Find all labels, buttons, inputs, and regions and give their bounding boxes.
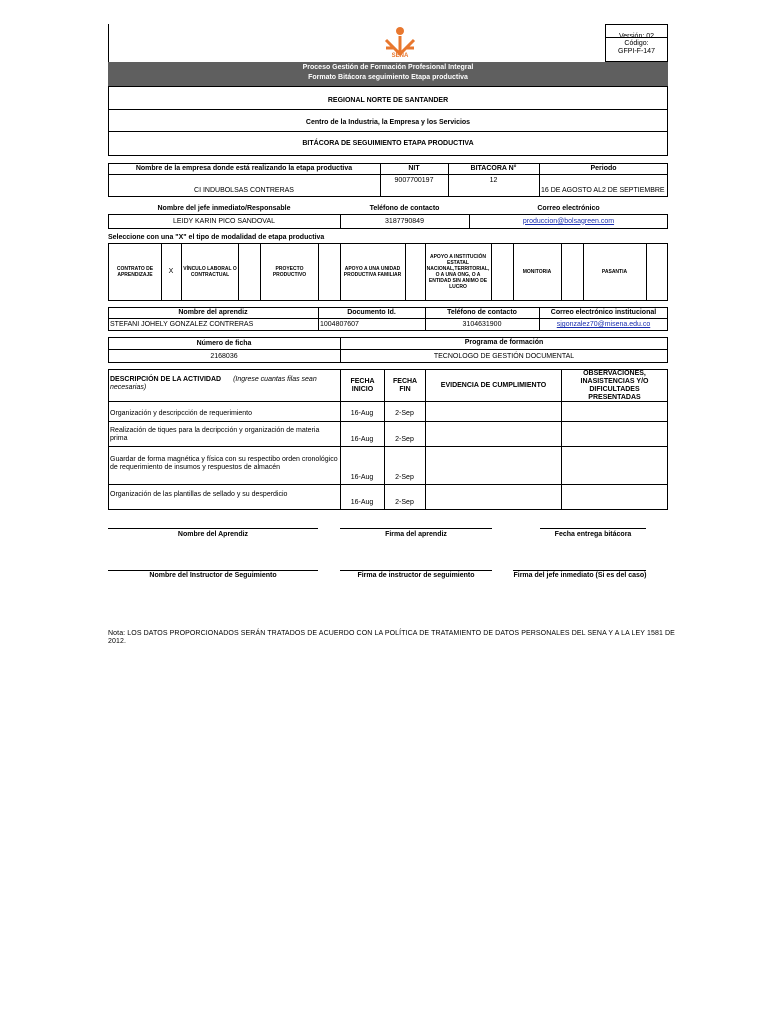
ficha-label: Número de ficha bbox=[196, 339, 252, 347]
activity-end[interactable]: 2-Sep bbox=[395, 410, 414, 417]
signature-line bbox=[340, 528, 492, 529]
header-band bbox=[108, 62, 668, 86]
boss-email-label: Correo electrónico bbox=[537, 204, 600, 212]
act-row-line bbox=[108, 446, 668, 447]
line-after-doctitle bbox=[108, 155, 668, 156]
modality-option-label: APOYO A INSTITUCIÓN ESTATAL NACIONAL,TERRITORIAL, O A UNA ONG, O A ENTIDAD SIN ANIMO DE LUCRO bbox=[426, 254, 490, 290]
apprentice-email-label: Correo electrónico institucional bbox=[550, 308, 657, 316]
header-left-border bbox=[108, 24, 109, 155]
modality-option-label: APOYO A UNA UNIDAD PRODUCTIVA FAMILIAR bbox=[343, 266, 402, 278]
activity-end[interactable]: 2-Sep bbox=[395, 499, 414, 506]
activity-start[interactable]: 16-Aug bbox=[350, 499, 374, 506]
boss-email[interactable]: produccion@bolsagreen.com bbox=[522, 217, 615, 225]
boss-signature-label: Firma del jefe inmediato (Si es del caso) bbox=[513, 572, 647, 579]
act-row-line bbox=[108, 421, 668, 422]
activity-end[interactable]: 2-Sep bbox=[395, 474, 414, 481]
apprentice-signature-label: Firma del aprendiz bbox=[385, 531, 447, 538]
company-name[interactable]: CI INDUBOLSAS CONTRERAS bbox=[194, 187, 294, 194]
logo-text: SENA bbox=[391, 53, 409, 59]
bitacora-value[interactable]: 12 bbox=[489, 177, 498, 184]
apprentice-email[interactable]: sjgonzalez70@misena.edu.co bbox=[556, 321, 651, 328]
signature-line bbox=[540, 528, 646, 529]
apprentice-phone[interactable]: 3104631900 bbox=[462, 321, 502, 328]
program-label: Programa de formación bbox=[464, 338, 544, 346]
end-date-label: FECHA FIN bbox=[393, 377, 418, 393]
version-box bbox=[605, 24, 668, 62]
modality-option-mark[interactable] bbox=[318, 244, 340, 300]
format-title: Formato Bitácora seguimiento Etapa productiva bbox=[308, 74, 468, 81]
activity-desc-label: DESCRIPCIÓN DE LA ACTIVIDAD bbox=[110, 376, 222, 383]
modality-option-label: VÍNCULO LABORAL O CONTRACTUAL bbox=[183, 266, 237, 278]
activity-desc[interactable]: Guardar de forma magnética y física con su respectibo orden cronológico de requerimiento de insumos y respuestos de almacén bbox=[110, 456, 338, 471]
instructor-name-label: Nombre del Instructor de Seguimiento bbox=[149, 572, 277, 579]
code-label: Código: bbox=[624, 40, 649, 47]
code-value: GFPI-F-147 bbox=[618, 48, 655, 55]
modality-option-mark[interactable] bbox=[561, 244, 583, 300]
modality-option-mark[interactable]: X bbox=[168, 268, 174, 275]
nit-value[interactable]: 9007700197 bbox=[394, 177, 434, 184]
boss-bottom-line bbox=[108, 228, 668, 229]
process-title: Proceso Gestión de Formación Profesional Integral bbox=[302, 64, 474, 71]
program-value[interactable]: TECNOLOGO DE GESTIÓN DOCUMENTAL bbox=[433, 352, 575, 360]
activity-end[interactable]: 2-Sep bbox=[395, 436, 414, 443]
apprentice-name-label: Nombre del aprendiz bbox=[178, 308, 248, 316]
observations-label: OBSERVACIONES, INASISTENCIAS Y/O DIFICULTADES PRESENTADAS bbox=[580, 369, 649, 401]
modality-option-mark[interactable] bbox=[491, 244, 513, 300]
signature-line bbox=[108, 528, 318, 529]
bitacora-label: BITACORA N° bbox=[470, 164, 517, 172]
document-title: BITÁCORA DE SEGUIMIENTO ETAPA PRODUCTIVA bbox=[302, 140, 474, 147]
modality-option-mark[interactable] bbox=[646, 244, 667, 300]
evidence-label: EVIDENCIA DE CUMPLIMIENTO bbox=[440, 381, 547, 389]
activity-start[interactable]: 16-Aug bbox=[350, 410, 374, 417]
company-name-label: Nombre de la empresa donde está realizando la etapa productiva bbox=[135, 164, 353, 172]
activity-desc[interactable]: Realización de tiques para la decripcción y organización de materia prima bbox=[110, 427, 320, 442]
nit-label: NIT bbox=[408, 164, 420, 172]
act-row-line bbox=[108, 484, 668, 485]
activity-desc[interactable]: Organización y descripcción de requerimiento bbox=[110, 410, 253, 417]
apprentice-doc[interactable]: 1004807607 bbox=[320, 321, 359, 328]
activity-desc-header bbox=[110, 376, 338, 392]
apprentice-doc-label: Documento Id. bbox=[347, 308, 396, 316]
apprentice-name-signature-label: Nombre del Aprendiz bbox=[177, 531, 249, 538]
privacy-note: Nota: LOS DATOS PROPORCIONADOS SERÁN TRATADOS DE ACUERDO CON LA POLÍTICA DE TRATAMIENTO DE DATOS PERSONALES DEL SENA Y A LA LEY 1581 DE 2012. bbox=[108, 630, 675, 645]
regional-title: REGIONAL NORTE DE SANTANDER bbox=[327, 97, 449, 104]
line-after-regional bbox=[108, 109, 668, 110]
boss-name[interactable]: LEIDY KARIN PICO SANDOVAL bbox=[172, 217, 276, 225]
activity-desc-hint: (Ingrese cuantas filas sean necesarias) bbox=[110, 376, 317, 391]
start-date-label: FECHA INICIO bbox=[350, 377, 375, 393]
period-label: Periodo bbox=[590, 164, 617, 172]
apprentice-name[interactable]: STEFANI JOHELY GONZALEZ CONTRERAS bbox=[110, 321, 254, 328]
delivery-date-label: Fecha entrega bitácora bbox=[554, 531, 632, 538]
modality-option-mark[interactable] bbox=[238, 244, 260, 300]
activity-desc[interactable]: Organización de las plantillas de sellado y su desperdicio bbox=[110, 491, 288, 498]
mod-col bbox=[260, 243, 261, 301]
version-label: Versión: 02 bbox=[618, 33, 655, 40]
boss-phone-label: Teléfono de contacto bbox=[369, 204, 440, 212]
line-after-center bbox=[108, 131, 668, 132]
period-value[interactable]: 16 DE AGOSTO AL2 DE SEPTIEMBRE bbox=[541, 187, 665, 194]
modality-option-label: CONTRATO DE APRENDIZAJE bbox=[116, 266, 154, 278]
modality-option-label: PASANTIA bbox=[601, 269, 628, 275]
boss-name-label: Nombre del jefe inmediato/Responsable bbox=[157, 204, 291, 212]
modality-option-mark[interactable] bbox=[405, 244, 425, 300]
center-title: Centro de la Industria, la Empresa y los Servicios bbox=[305, 119, 471, 126]
apprentice-phone-label: Teléfono de contacto bbox=[447, 308, 517, 316]
modality-prompt: Seleccione con una "X" el tipo de modalidad de etapa productiva bbox=[108, 234, 325, 241]
line-after-band bbox=[108, 86, 668, 87]
boss-phone[interactable]: 3187790849 bbox=[385, 217, 424, 225]
instructor-signature-label: Firma de instructor de seguimiento bbox=[357, 572, 475, 579]
activity-start[interactable]: 16-Aug bbox=[350, 436, 374, 443]
activity-start[interactable]: 16-Aug bbox=[350, 474, 374, 481]
ficha-value[interactable]: 2168036 bbox=[210, 352, 238, 360]
modality-option-label: MONITORIA bbox=[522, 269, 552, 275]
modality-option-label: PROYECTO PRODUCTIVO bbox=[272, 266, 307, 278]
